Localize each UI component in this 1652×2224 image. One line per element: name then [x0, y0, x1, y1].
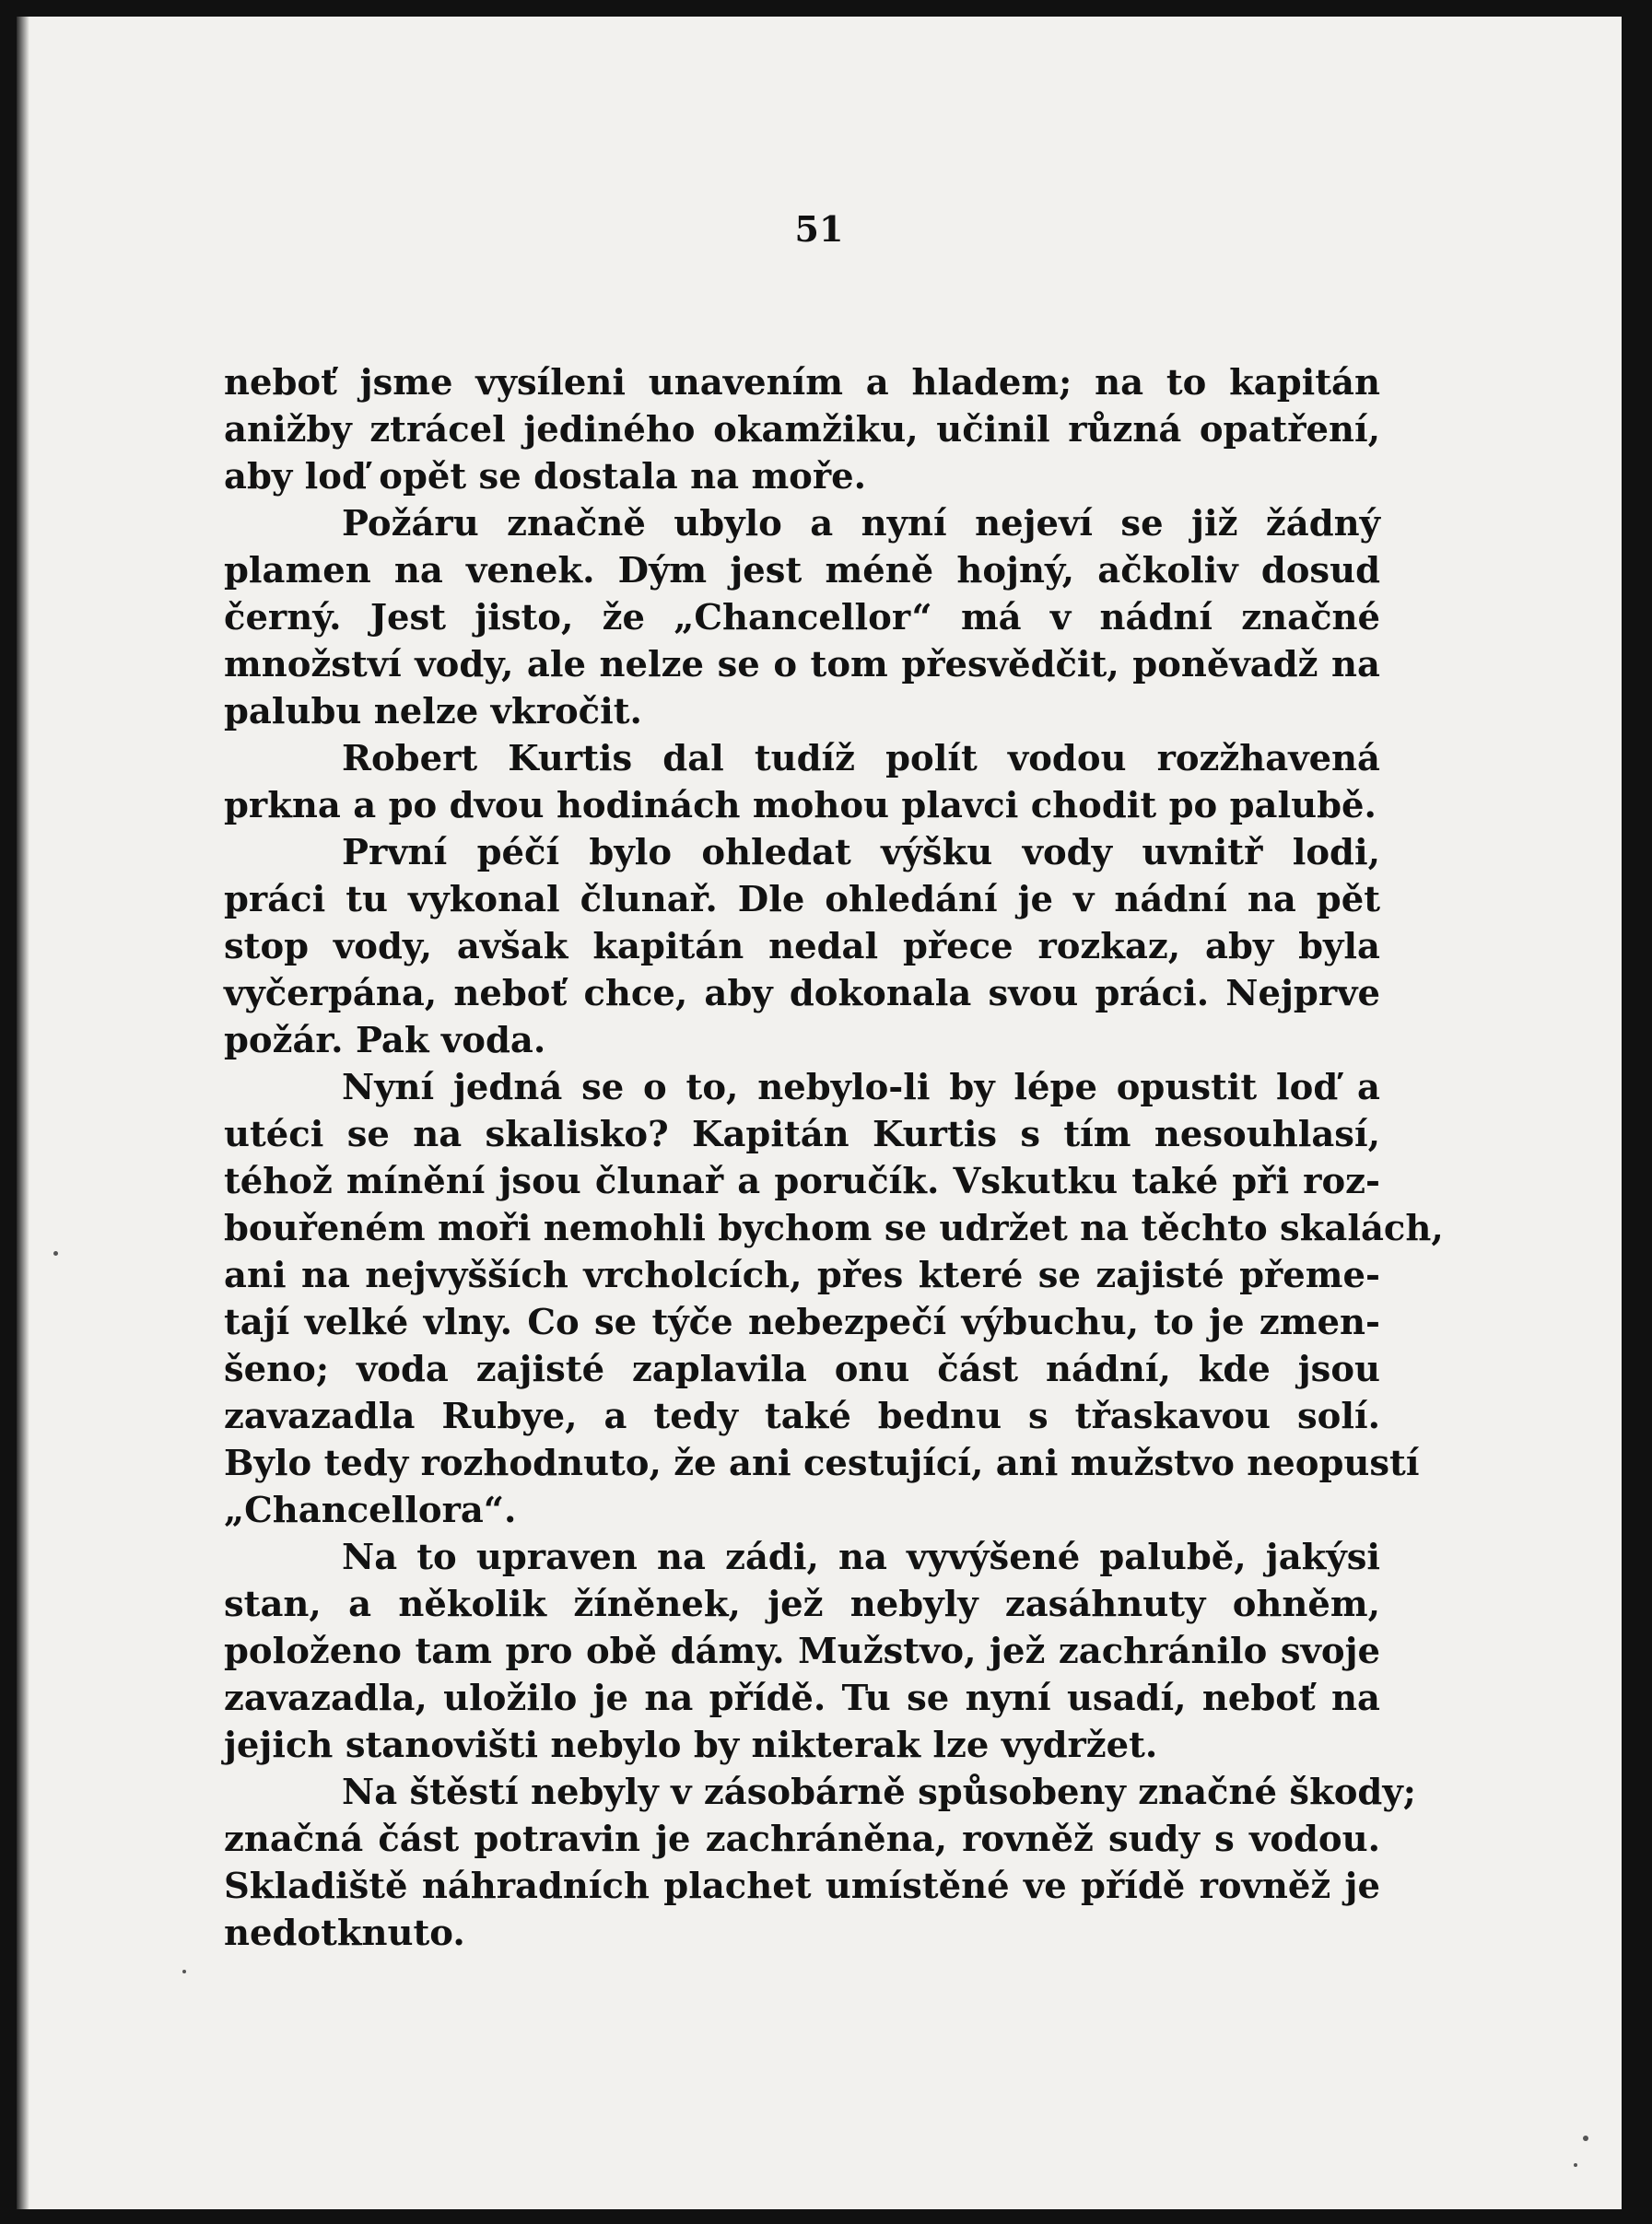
text-line: tají velké vlny. Co se týče nebezpečí výbuchu, to je zmen- — [224, 1302, 1380, 1343]
text-line: jejich stanovišti nebylo by nikterak lze vydržet. — [224, 1725, 1158, 1766]
text-line: ani na nejvyšších vrcholcích, přes které se zajisté přeme- — [224, 1255, 1380, 1296]
text-line: První péčí bylo ohledat výšku vody uvnitř lodi, — [342, 832, 1380, 873]
text-line: šeno; voda zajisté zaplavila onu část nádní, kde jsou — [224, 1349, 1380, 1390]
paper-speck — [53, 1251, 58, 1256]
text-line: anižby ztrácel jediného okamžiku, učinil různá opatření, — [224, 409, 1380, 451]
page-number: 51 — [794, 208, 844, 250]
text-line: bouřeném moři nemohli bychom se udržet na těchto skalách, — [224, 1208, 1444, 1249]
text-line: Na štěstí nebyly v zásobárně spůsobeny značné škody; — [342, 1772, 1416, 1813]
text-line: Na to upraven na zádi, na vyvýšené palubě, jakýsi — [342, 1537, 1380, 1578]
text-line: práci tu vykonal člunař. Dle ohledání je v nádní na pět — [224, 879, 1380, 920]
text-line: téhož mínění jsou člunař a poručík. Vskutku také při roz- — [224, 1161, 1380, 1202]
body-text — [224, 359, 1444, 1957]
text-line: vyčerpána, neboť chce, aby dokonala svou práci. Nejprve — [224, 973, 1380, 1014]
paper-speck — [182, 1970, 186, 1973]
text-line: Požáru značně ubylo a nyní nejeví se již žádný — [342, 503, 1380, 544]
paper-speck — [1583, 2136, 1588, 2141]
text-line: Bylo tedy rozhodnuto, že ani cestující, ani mužstvo neopustí — [224, 1443, 1420, 1484]
text-line: prkna a po dvou hodinách mohou plavci chodit po palubě. — [224, 785, 1377, 826]
text-line: Skladiště náhradních plachet umístěné ve přídě rovněž je — [224, 1866, 1380, 1907]
text-line: zavazadla, uložilo je na přídě. Tu se nyní usadí, neboť na — [224, 1678, 1380, 1719]
text-line: plamen na venek. Dým jest méně hojný, ačkoliv dosud — [224, 550, 1380, 591]
text-line: „Chancellora“. — [224, 1490, 517, 1531]
text-line: nedotknuto. — [224, 1913, 465, 1954]
text-line: požár. Pak voda. — [224, 1020, 546, 1061]
paper-speck — [1574, 2163, 1577, 2167]
text-line: aby loď opět se dostala na moře. — [224, 456, 867, 497]
text-line: utéci se na skalisko? Kapitán Kurtis s tím nesouhlasí, — [224, 1114, 1380, 1155]
text-line: Robert Kurtis dal tudíž polít vodou rozžhavená — [342, 738, 1380, 779]
text-line: položeno tam pro obě dámy. Mužstvo, jež zachránilo svoje — [224, 1631, 1380, 1672]
text-line: stop vody, avšak kapitán nedal přece rozkaz, aby byla — [224, 926, 1380, 967]
text-line: množství vody, ale nelze se o tom přesvědčit, poněvadž na — [224, 644, 1380, 685]
page-edge-shadow — [17, 17, 29, 2209]
text-line: značná část potravin je zachráněna, rovněž sudy s vodou. — [224, 1819, 1380, 1860]
text-line: černý. Jest jisto, že „Chancellor“ má v nádní značné — [224, 597, 1380, 638]
text-line: palubu nelze vkročit. — [224, 691, 642, 732]
book-page — [17, 17, 1622, 2209]
text-line: zavazadla Rubye, a tedy také bednu s třaskavou solí. — [224, 1396, 1380, 1437]
text-line: Nyní jedná se o to, nebylo-li by lépe opustit loď a — [342, 1067, 1380, 1108]
text-line: neboť jsme vysíleni unavením a hladem; na to kapitán — [224, 362, 1380, 404]
text-line: stan, a několik žíněnek, jež nebyly zasáhnuty ohněm, — [224, 1584, 1380, 1625]
